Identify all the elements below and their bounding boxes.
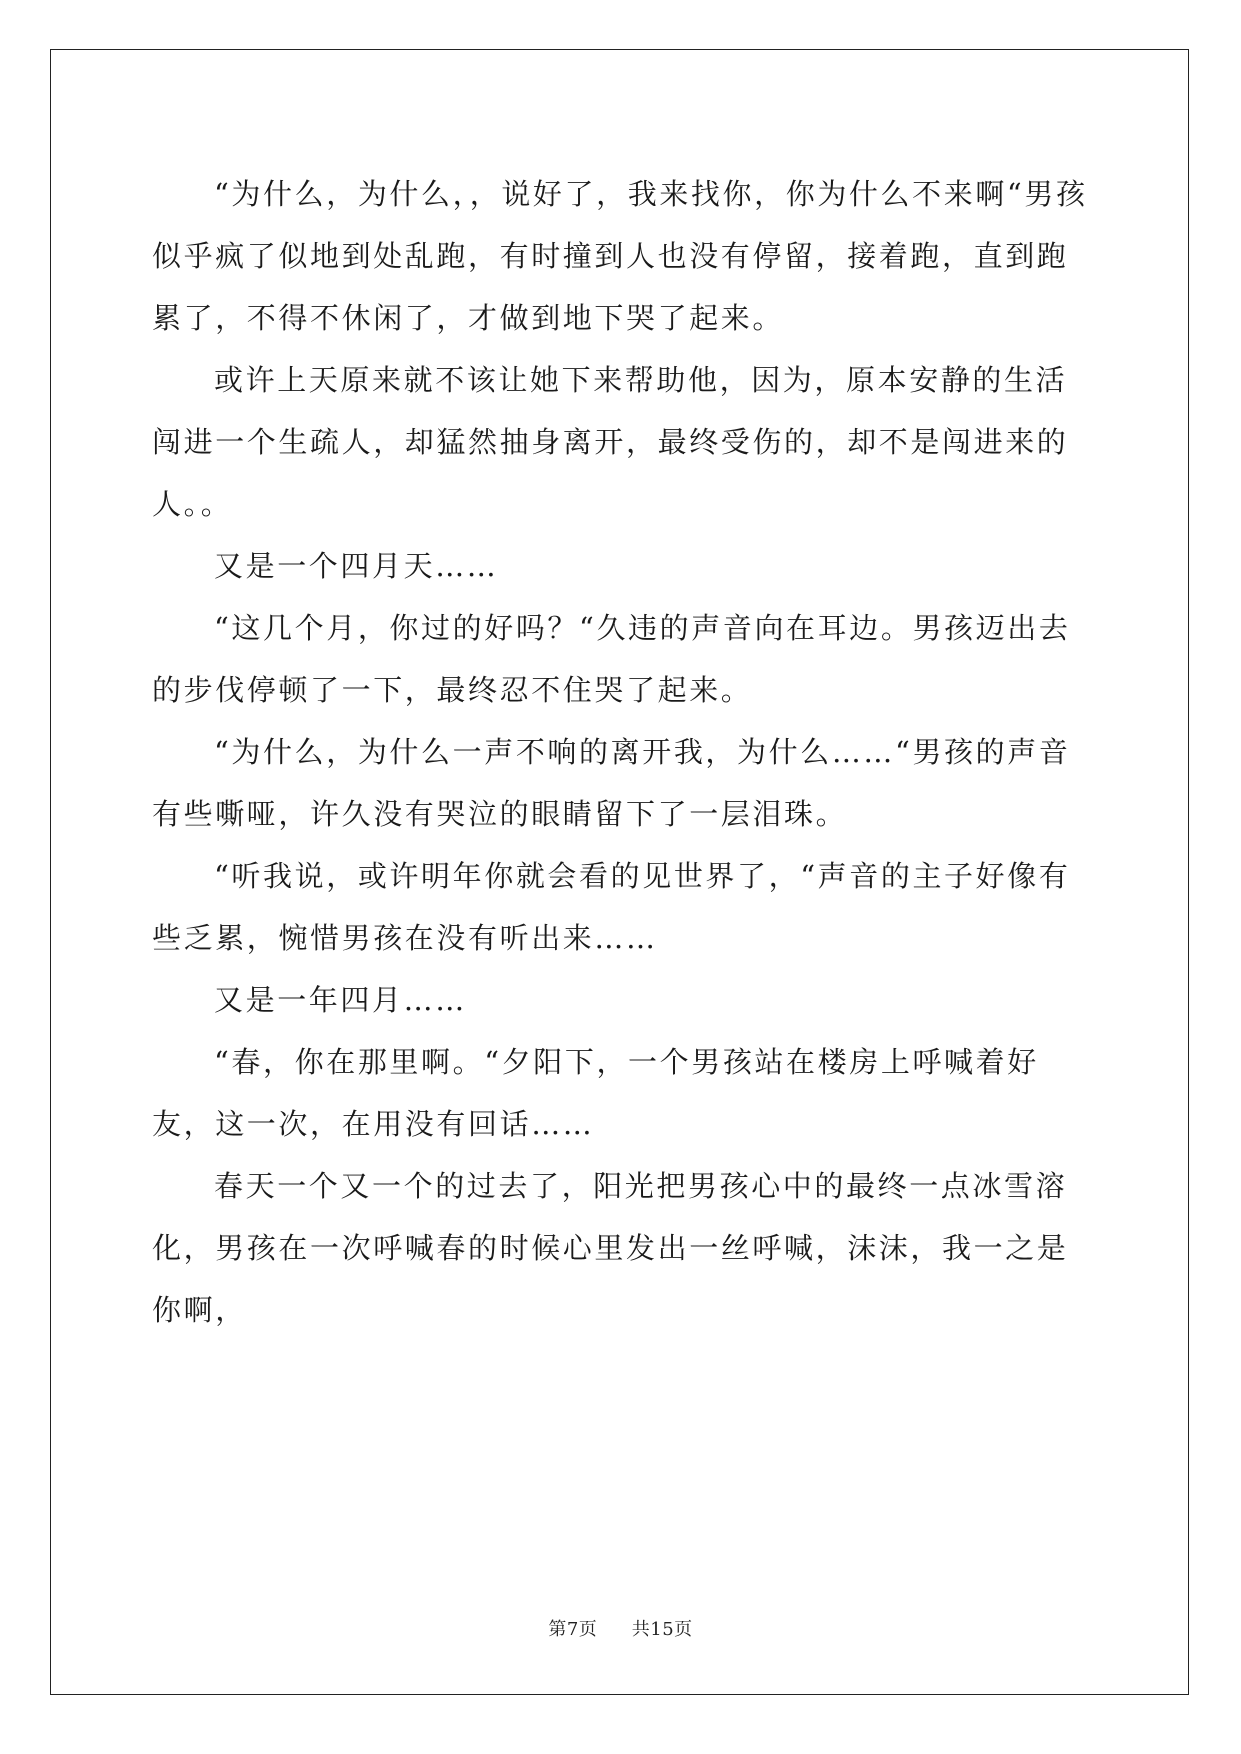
current-page-label: 第7页 (548, 1619, 598, 1640)
paragraph: 或许上天原来就不该让她下来帮助他，因为，原本安静的生活闯进一个生疏人，却猛然抽身离开，最终受伤的，却不是闯进来的人。。 (152, 363, 1069, 521)
paragraph: “这几个月，你过的好吗？“久违的声音向在耳边。男孩迈出去的步伐停顿了一下，最终忍不住哭了起来。 (152, 611, 1071, 707)
paragraph: 又是一年四月…… (214, 983, 467, 1017)
page-footer (0, 1615, 1241, 1641)
paragraph: “春，你在那里啊。“夕阳下，一个男孩站在楼房上呼喊着好友，这一次，在用没有回话…… (152, 1045, 1039, 1141)
paragraph: 春天一个又一个的过去了，阳光把男孩心中的最终一点冰雪溶化，男孩在一次呼喊春的时候心里发出一丝呼喊，沫沫，我一之是你啊， (152, 1169, 1069, 1327)
paragraph: “听我说，或许明年你就会看的见世界了，“声音的主子好像有些乏累，惋惜男孩在没有听出来…… (152, 859, 1071, 955)
total-pages-label: 共15页 (631, 1619, 693, 1640)
document-body (152, 163, 1092, 1341)
paragraph: “为什么，为什么一声不响的离开我，为什么……“男孩的声音有些嘶哑，许久没有哭泣的眼睛留下了一层泪珠。 (152, 735, 1071, 831)
paragraph: 又是一个四月天…… (214, 549, 499, 583)
paragraph: “为什么，为什么，，说好了，我来找你，你为什么不来啊“男孩似乎疯了似地到处乱跑，有时撞到人也没有停留，接着跑，直到跑累了，不得不休闲了，才做到地下哭了起来。 (152, 177, 1088, 335)
